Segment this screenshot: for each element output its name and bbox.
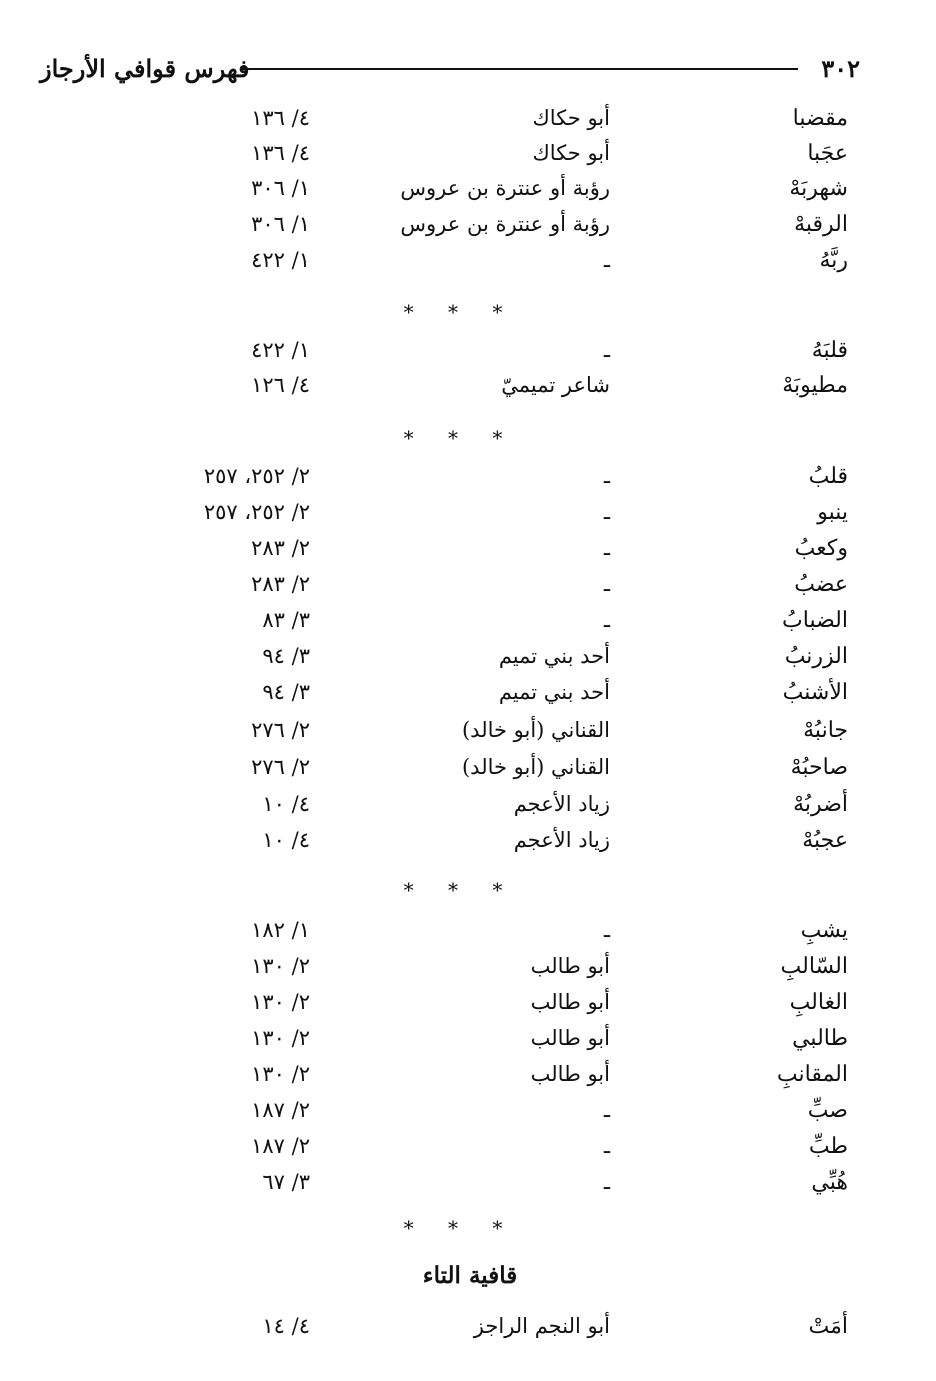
index-entry [0,990,936,1024]
rhyme-word: صبِّ [807,1098,848,1123]
rhyme-word: وكعبُ [794,536,848,561]
poet-name: أبو حكاك [532,141,610,165]
volume-page-ref: ٣/ ٦٧ [262,1170,310,1194]
poet-name: شاعر تميميّ [501,373,610,397]
rhyme-word: الزرنبُ [784,644,848,669]
rhyme-word: الأشنبُ [782,680,848,705]
index-entry [0,918,936,952]
index-entry [0,718,936,752]
rhyme-word: عجبُهْ [802,828,848,853]
header-rule [240,68,798,70]
volume-page-ref: ٢/ ٢٥٢، ٢٥٧ [203,500,310,524]
group-separator: * * * [403,300,517,324]
rhyme-word: الرقبهْ [794,212,848,237]
volume-page-ref: ١/ ٤٢٢ [251,338,310,362]
group-separator: * * * [403,1216,517,1240]
poet-name: أبو طالب [530,1062,610,1086]
rhyme-word: يشبِ [800,918,848,943]
rhyme-word: صاحبُهْ [790,755,848,780]
index-entry [0,536,936,570]
index-entry [0,1098,936,1132]
poet-name: ـ [603,464,610,488]
poet-name: ـ [603,1134,610,1158]
volume-page-ref: ٢/ ٢٥٢، ٢٥٧ [203,464,310,488]
rhyme-word: الضبابُ [782,608,848,633]
index-entry [0,106,936,140]
poet-name: أبو طالب [530,1026,610,1050]
poet-name: ـ [603,918,610,942]
group-separator: * * * [403,878,517,902]
rhyme-word: عجَبا [807,141,848,166]
volume-page-ref: ٣/ ٨٣ [262,608,310,632]
volume-page-ref: ٤/ ١٠ [262,828,310,852]
rhyme-word: عضبُ [794,572,848,597]
volume-page-ref: ٤/ ١٠ [262,792,310,816]
volume-page-ref: ٤/ ١٤ [262,1314,310,1338]
index-entry [0,248,936,282]
index-entry [0,1314,936,1348]
volume-page-ref: ٤/ ١٣٦ [251,106,310,130]
index-entry [0,954,936,988]
index-entry [0,680,936,714]
group-separator: * * * [403,426,517,450]
poet-name: أحد بني تميم [498,644,610,668]
index-entry [0,1062,936,1096]
index-entry [0,1134,936,1168]
rhyme-word: السّالبِ [780,954,848,979]
index-entry [0,500,936,534]
rhyme-word: مقضبا [792,106,848,131]
rhyme-word: المقانبِ [776,1062,848,1087]
volume-page-ref: ٢/ ٢٨٣ [251,536,310,560]
index-entry [0,755,936,789]
volume-page-ref: ٢/ ٢٧٦ [251,718,310,742]
index-entry [0,338,936,372]
volume-page-ref: ٤/ ١٣٦ [251,141,310,165]
rhyme-word: طالبي [792,1026,848,1051]
volume-page-ref: ١/ ٣٠٦ [251,212,310,236]
rhyme-word: جانبُهْ [803,718,848,743]
volume-page-ref: ٢/ ٢٧٦ [251,755,310,779]
volume-page-ref: ٣/ ٩٤ [262,644,310,668]
poet-name: أبو حكاك [532,106,610,130]
rhyme-word: الغالبِ [789,990,848,1015]
rhyme-word: أمَتْ [808,1314,848,1339]
volume-page-ref: ٢/ ١٣٠ [251,1026,310,1050]
poet-name: أحد بني تميم [498,680,610,704]
poet-name: رؤبة أو عنترة بن عروس [400,212,610,236]
index-entry [0,644,936,678]
volume-page-ref: ١/ ١٨٢ [251,918,310,942]
index-entry [0,212,936,246]
rhyme-word: شهربَهْ [789,176,848,201]
rhyme-word: ربَّهُ [819,248,848,273]
poet-name: القناني (أبو خالد) [461,718,610,742]
volume-page-ref: ٢/ ١٣٠ [251,1062,310,1086]
index-entry [0,1170,936,1204]
poet-name: ـ [603,500,610,524]
volume-page-ref: ٤/ ١٢٦ [251,373,310,397]
poet-name: ـ [603,572,610,596]
index-entry [0,176,936,210]
index-entry [0,608,936,642]
rhyme-word: قلبُ [808,464,848,489]
index-entry [0,828,936,862]
index-entry [0,373,936,407]
poet-name: رؤبة أو عنترة بن عروس [400,176,610,200]
running-title: فهرس قوافي الأرجاز [40,54,250,83]
rhyme-word: قلبَهُ [811,338,848,363]
volume-page-ref: ١/ ٣٠٦ [251,176,310,200]
index-entry [0,1026,936,1060]
page-header [40,52,860,92]
page-number: ٣٠٢ [821,54,860,83]
poet-name: ـ [603,338,610,362]
rhyme-word: طبِّ [808,1134,848,1159]
rhyme-word: هُبِّي [811,1170,848,1195]
poet-name: ـ [603,536,610,560]
volume-page-ref: ٣/ ٩٤ [262,680,310,704]
rhyme-word: ينبو [817,500,848,525]
poet-name: زياد الأعجم [513,828,610,852]
volume-page-ref: ٢/ ١٣٠ [251,954,310,978]
rhyme-word: مطيوبَهْ [782,373,848,398]
section-heading: قافية التاء [422,1262,518,1289]
poet-name: أبو طالب [530,990,610,1014]
index-entry [0,464,936,498]
poet-name: ـ [603,608,610,632]
volume-page-ref: ٢/ ١٣٠ [251,990,310,1014]
index-entry [0,572,936,606]
rhyme-word: أضربُهْ [793,792,848,817]
poet-name: أبو النجم الراجز [473,1314,610,1338]
volume-page-ref: ٢/ ٢٨٣ [251,572,310,596]
poet-name: زياد الأعجم [513,792,610,816]
poet-name: ـ [603,1170,610,1194]
index-entry [0,792,936,826]
poet-name: القناني (أبو خالد) [461,755,610,779]
volume-page-ref: ٢/ ١٨٧ [251,1098,310,1122]
poet-name: أبو طالب [530,954,610,978]
volume-page-ref: ١/ ٤٢٢ [251,248,310,272]
poet-name: ـ [603,1098,610,1122]
volume-page-ref: ٢/ ١٨٧ [251,1134,310,1158]
index-entry [0,141,936,175]
poet-name: ـ [603,248,610,272]
